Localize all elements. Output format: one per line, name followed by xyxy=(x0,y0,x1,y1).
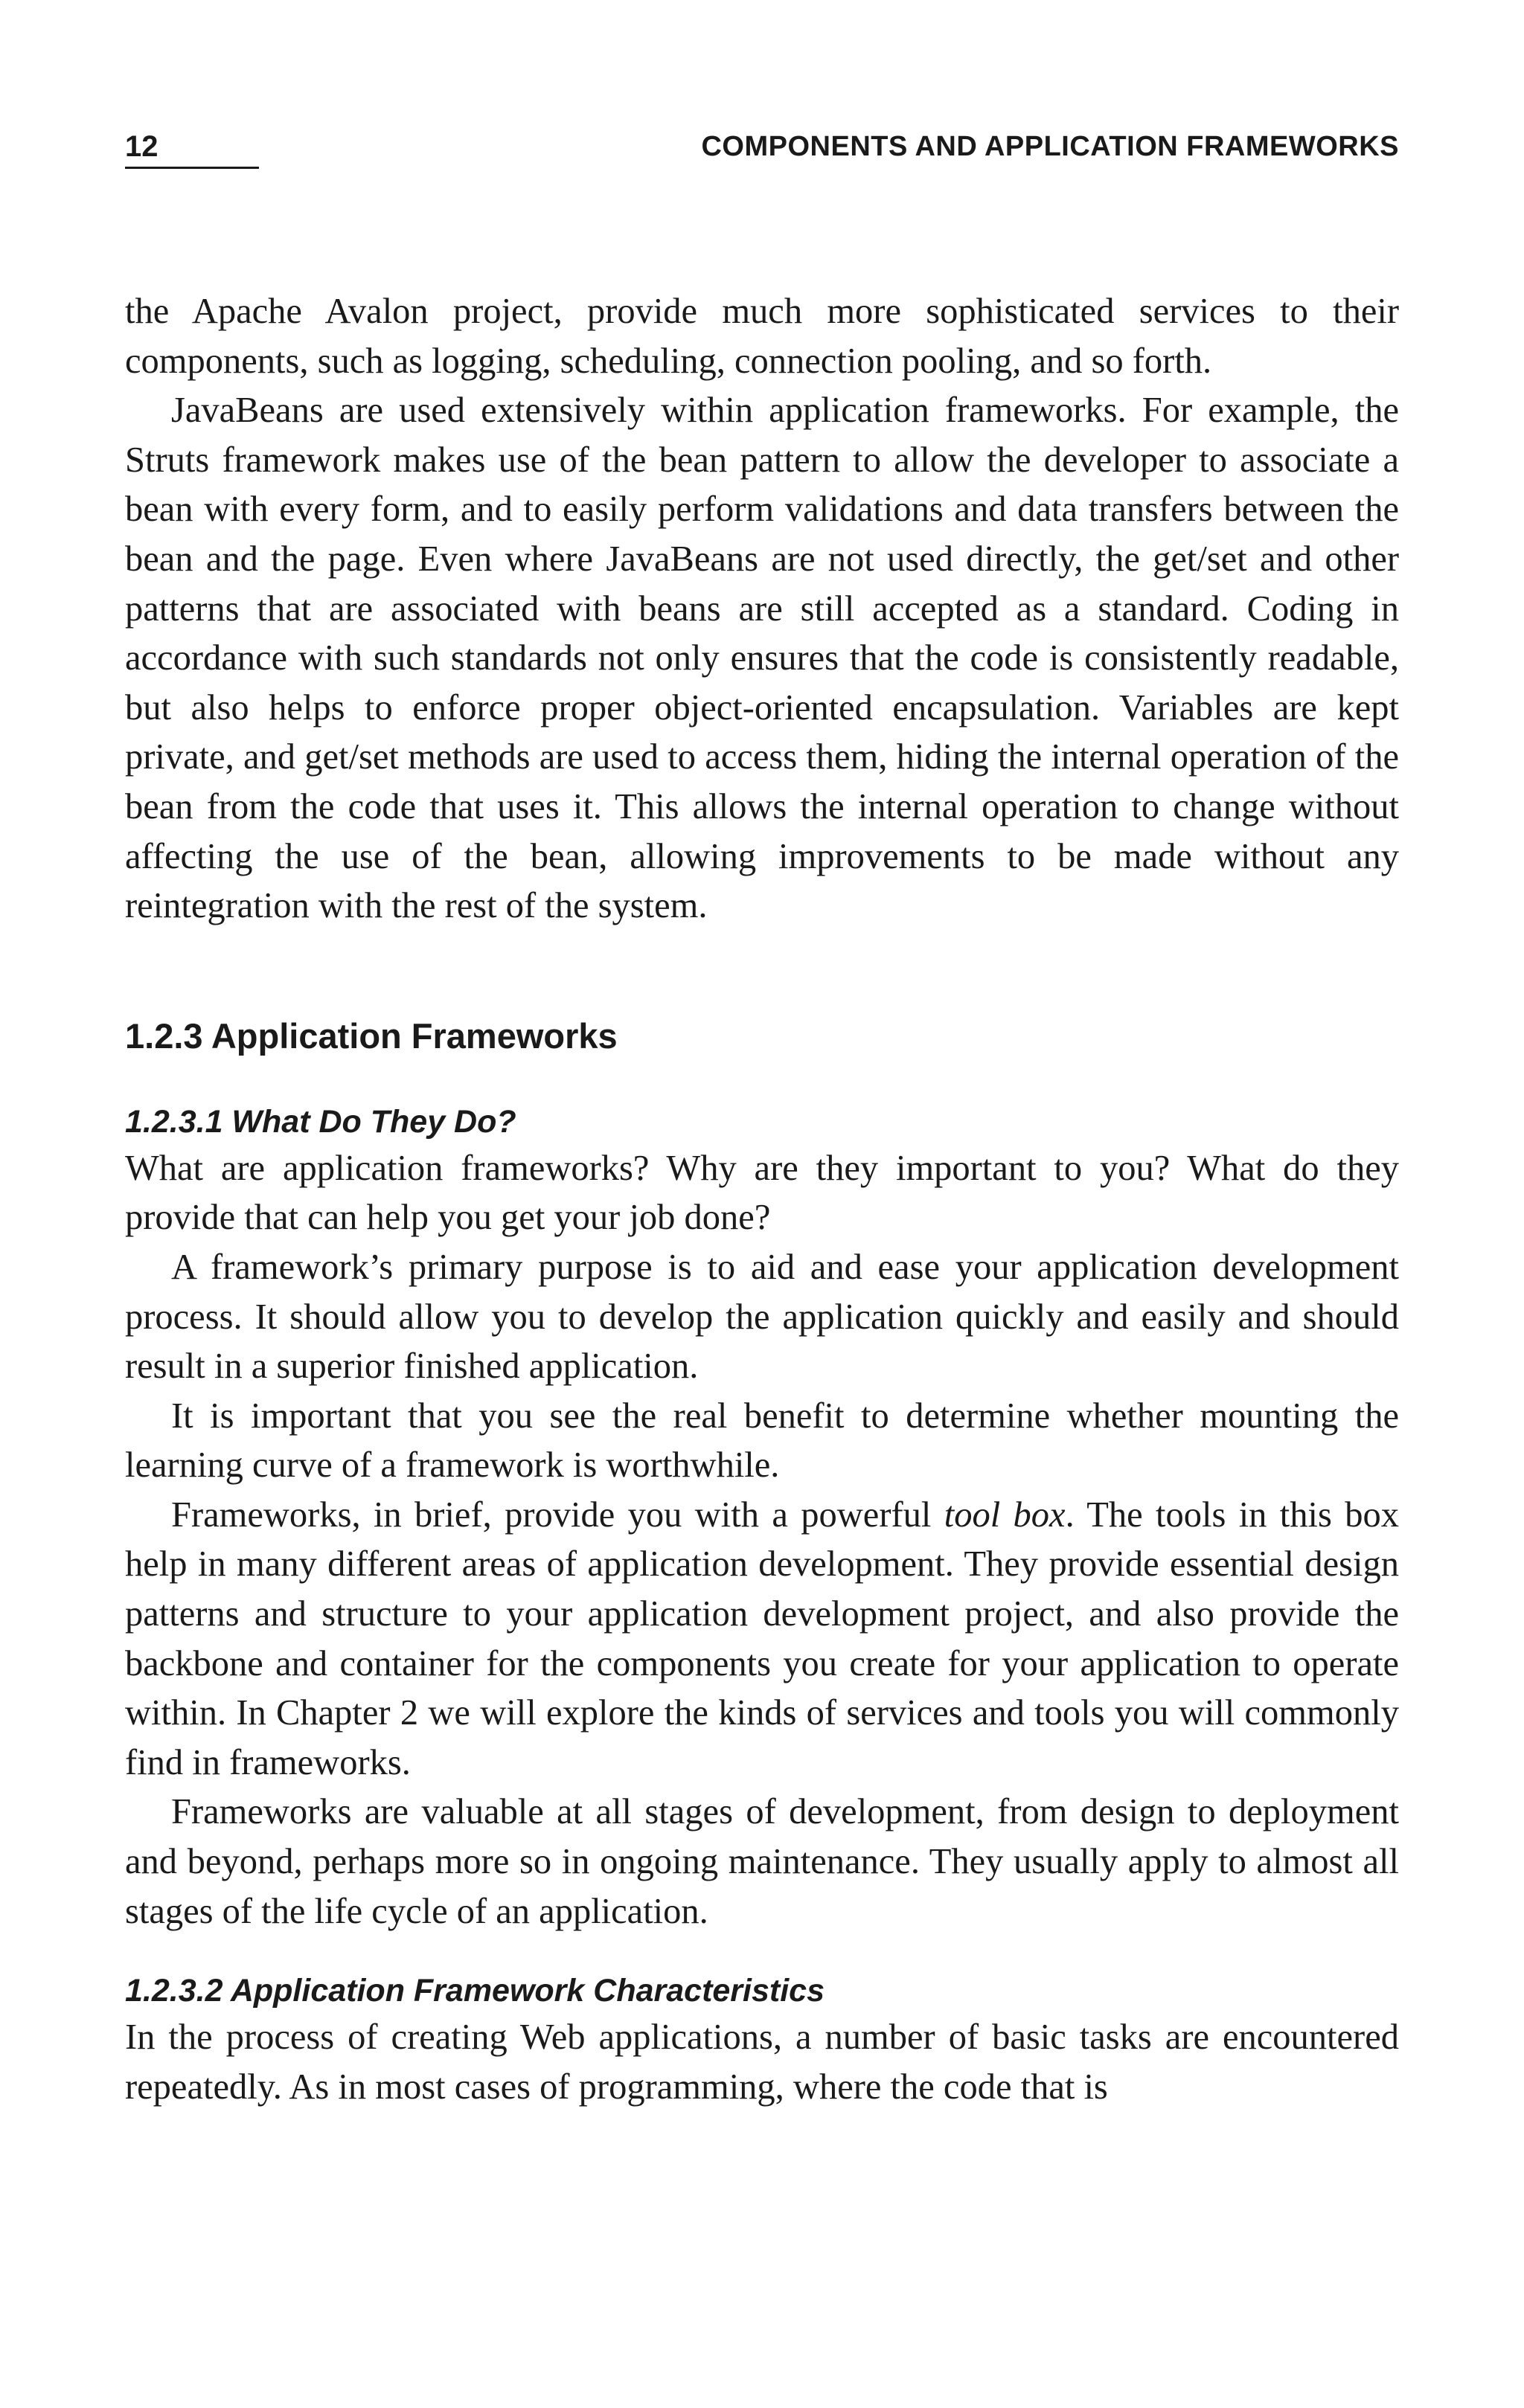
paragraph: In the process of creating Web applications, a number of basic tasks are encountered repeatedly. As in most cases of programming, where the code that is xyxy=(125,2017,1399,2107)
body-text xyxy=(125,287,1399,2112)
text-run: Frameworks, in brief, provide you with a powerful xyxy=(171,1494,944,1535)
text-run: . The tools in this box help in many different areas of application development. They provide essential design patterns and structure to your application development project, and also provide the backbone and container for the components you create for your application to operate within. In Chapter 2 we will explore the kinds of services and tools you will commonly find in frameworks. xyxy=(125,1494,1399,1782)
subsection-heading: 1.2.3.2 Application Framework Characteristics xyxy=(125,1973,825,2009)
paragraph: What are application frameworks? Why are they important to you? What do they provide that can help you get your job done? xyxy=(125,1148,1399,1238)
emphasis: tool box xyxy=(944,1494,1066,1535)
page-number: 12 xyxy=(125,128,259,169)
paragraph xyxy=(125,1491,1399,1788)
section-heading: 1.2.3 Application Frameworks xyxy=(125,1015,618,1056)
paragraph: Frameworks are valuable at all stages of development, from design to deployment and beyond, perhaps more so in ongoing maintenance. They usually apply to almost all stages of the life cycle of an application. xyxy=(125,1792,1399,1931)
paragraph: A framework’s primary purpose is to aid and ease your application development process. It should allow you to develop the application quickly and easily and should result in a superior finished application. xyxy=(125,1247,1399,1387)
paragraph: It is important that you see the real benefit to determine whether mounting the learning curve of a framework is worthwhile. xyxy=(125,1396,1399,1486)
running-head xyxy=(125,128,1399,173)
chapter-title: COMPONENTS AND APPLICATION FRAMEWORKS xyxy=(701,131,1399,162)
paragraph: the Apache Avalon project, provide much more sophisticated services to their components, such as logging, scheduling, connection pooling, and so forth. xyxy=(125,292,1399,381)
subsection-heading: 1.2.3.1 What Do They Do? xyxy=(125,1103,516,1140)
paragraph: JavaBeans are used extensively within application frameworks. For example, the Struts framework makes use of the bean pattern to allow the developer to associate a bean with every form, and to easily perform validations and data transfers between the bean and the page. Even where JavaBeans are not used directly, the get/set and other patterns that are associated with beans are still accepted as a standard. Coding in accordance with such standards not only ensures that the code is consistently readable, but also helps to enforce proper object-oriented encapsulation. Variables are kept private, and get/set methods are used to access them, hiding the internal operation of the bean from the code that uses it. This allows the internal operation to change without affecting the use of the bean, allowing improvements to be made without any reintegration with the rest of the system. xyxy=(125,391,1399,926)
